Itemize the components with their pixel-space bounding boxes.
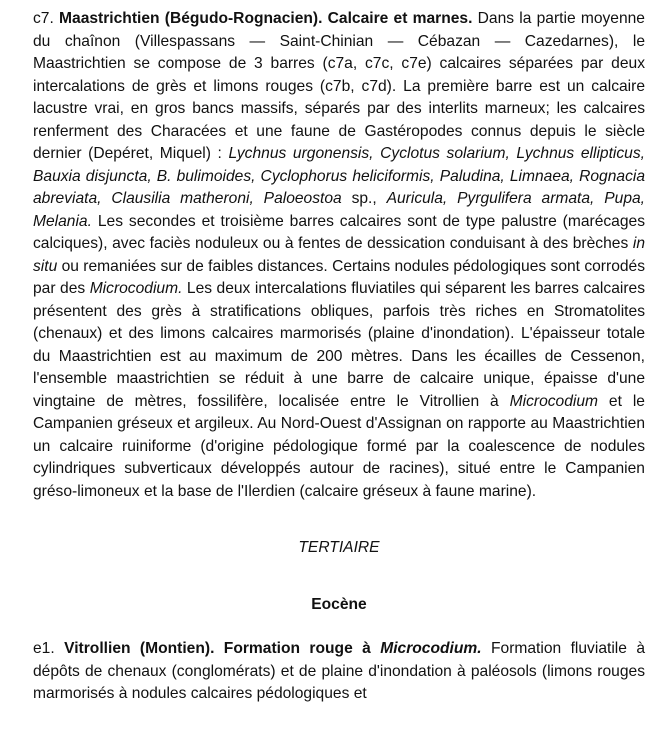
- c7-text-1: Dans la partie moyenne du chaînon (Villespassans — Saint-Chinian — Cébazan — Cazedarnes), le Maastrichtien se compose de 3 barres (c7a, c7c, c7e) calcaires séparées par deux intercalations de grès et limons rouges (c7b, c7d). La première barre est un calcaire lacustre vrai, en gros bancs massifs, séparés par des interlits marneux; les calcaires renferment des Characées et une faune de Gastéropodes connus depuis le siècle dernier (Depéret, Miquel) :: [33, 10, 645, 162]
- e1-text-1: Formation fluviatile à dépôts de chenaux (conglomérats) et de plaine d'inondation à paléosols (limons rouges marmorisés à nodules calcaires pédologiques et: [33, 640, 645, 702]
- c7-in-situ: in situ: [33, 235, 645, 275]
- c7-text-3: ou remaniées sur de faibles distances. Certains nodules pédologiques sont corrodés par des: [33, 257, 646, 297]
- c7-title: Maastrichtien (Bégudo-Rognacien). Calcaire et marnes.: [59, 10, 473, 27]
- e1-title: [64, 640, 482, 657]
- e1-title-microcodium: Microcodium.: [380, 640, 482, 657]
- c7-text-2: Les secondes et troisième barres calcaires sont de type palustre (marécages calciques), avec faciès noduleux ou à fentes de dessication conduisant à des brèches: [33, 212, 645, 252]
- c7-microcodium-2: Microcodium: [509, 392, 599, 410]
- c7-text-5: et le Campanien gréseux et argileux. Au Nord-Ouest d'Assignan on rapporte au Maastrichtien un calcaire ruiniforme (d'origine pédologique formé par la coalescence de nodules cylindriques subverticaux développés autour de racines), situé entre le Campanien gréso-limoneux et la base de l'Ilerdien (calcaire gréseux à faune marine).: [33, 392, 645, 500]
- c7-microcodium-1: Microcodium.: [89, 280, 183, 297]
- paragraph-e1-vitrollien: [33, 638, 645, 706]
- heading-eocene: Eocène: [311, 595, 367, 613]
- e1-title-text: Vitrollien (Montien). Formation rouge à: [64, 640, 371, 657]
- document-page: [33, 8, 645, 706]
- c7-text-sp: sp.,: [351, 190, 377, 207]
- paragraph-c7-maastrichtien: [33, 8, 645, 503]
- c7-text-4: Les deux intercalations fluviatiles qui séparent les barres calcaires présentent des grès à stratifications obliques, parfois très riches en Stromatolites (chenaux) et des limons calcaires marmorisés (plaine d'inondation). L'épaisseur totale du Maastrichtien est au maximum de 200 mètres. Dans les écailles de Cessenon, l'ensemble maastrichtien se réduit à une barre de calcaire unique, épaisse d'une vingtaine de mètres, fossilifère, localisée entre le Vitrollien à: [33, 280, 645, 410]
- heading-tertiaire: TERTIAIRE: [298, 539, 380, 556]
- c7-species-list-1: Lychnus urgonensis, Cyclotus solarium, Lychnus ellipticus, Bauxia disjuncta, B. bulimoides, Cyclophorus heliciformis, Paludina, Limnaea, Rognacia abreviata, Clausilia matheroni, Paloeostoa: [33, 145, 645, 207]
- e1-code: e1.: [33, 640, 55, 657]
- c7-code: c7.: [33, 10, 54, 27]
- c7-species-list-2: Auricula, Pyrgulifera armata, Pupa, Melania.: [33, 190, 645, 230]
